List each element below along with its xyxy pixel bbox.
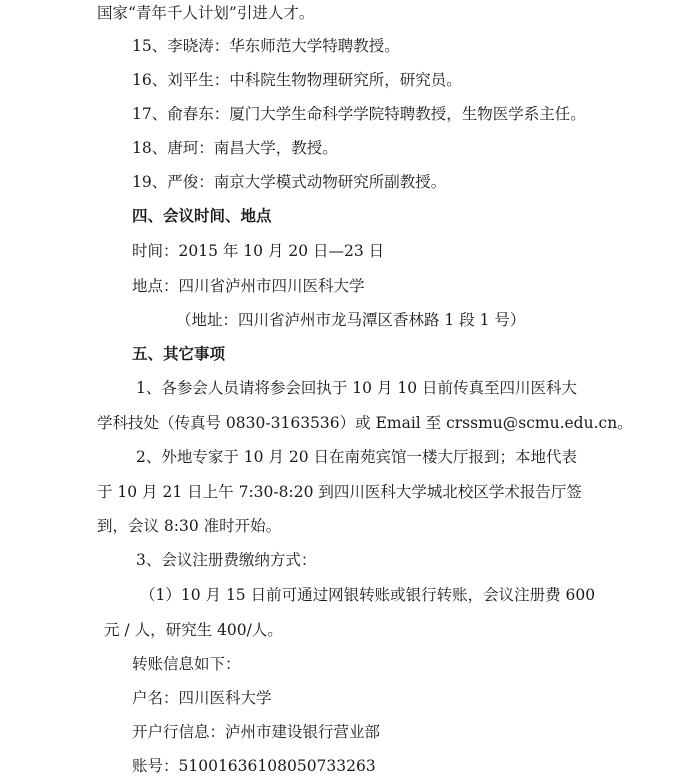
paragraph-line: 元 / 人，研究生 400/人。 (104, 621, 283, 639)
paragraph-line: 1、各参会人员请将参会回执于 10 月 10 日前传真至四川医科大 (136, 379, 578, 397)
section-heading: 四、会议时间、地点 (132, 206, 272, 225)
paragraph-line: 到，会议 8:30 准时开始。 (97, 517, 282, 535)
list-item: 15、李晓涛：华东师范大学特聘教授。 (132, 37, 400, 55)
text-line: 户名：四川医科大学 (132, 689, 272, 707)
list-item: 18、唐珂：南昌大学，教授。 (132, 139, 338, 157)
paragraph-line: 2、外地专家于 10 月 20 日在南苑宾馆一楼大厅报到；本地代表 (136, 448, 578, 466)
text-line: 国家“青年千人计划”引进人才。 (97, 4, 315, 22)
paragraph-line: 于 10 月 21 日上午 7:30-8:20 到四川医科大学城北校区学术报告厅签 (97, 483, 582, 501)
text-line: 时间：2015 年 10 月 20 日—23 日 (132, 242, 385, 260)
list-item: 19、严俊：南京大学模式动物研究所副教授。 (132, 173, 447, 191)
text-line: 账号：51001636108050733263 (132, 757, 376, 775)
text-line: 开户行信息：泸州市建设银行营业部 (132, 723, 381, 741)
list-item: 16、刘平生：中科院生物物理研究所，研究员。 (132, 71, 462, 89)
text-line: 转账信息如下： (132, 655, 241, 673)
list-item: 17、俞春东：厦门大学生命科学学院特聘教授，生物医学系主任。 (132, 105, 586, 123)
text-line: 地点：四川省泸州市四川医科大学 (132, 277, 365, 295)
paragraph-line: 3、会议注册费缴纳方式： (136, 551, 317, 569)
paragraph-line: （1）10 月 15 日前可通过网银转账或银行转账，会议注册费 600 (140, 586, 596, 604)
section-heading: 五、其它事项 (132, 344, 226, 363)
text-line: （地址：四川省泸州市龙马潭区香林路 1 段 1 号） (176, 311, 526, 329)
paragraph-line: 学科技处（传真号 0830-3163536）或 Email 至 crssmu@scmu.edu.cn。 (97, 414, 633, 432)
